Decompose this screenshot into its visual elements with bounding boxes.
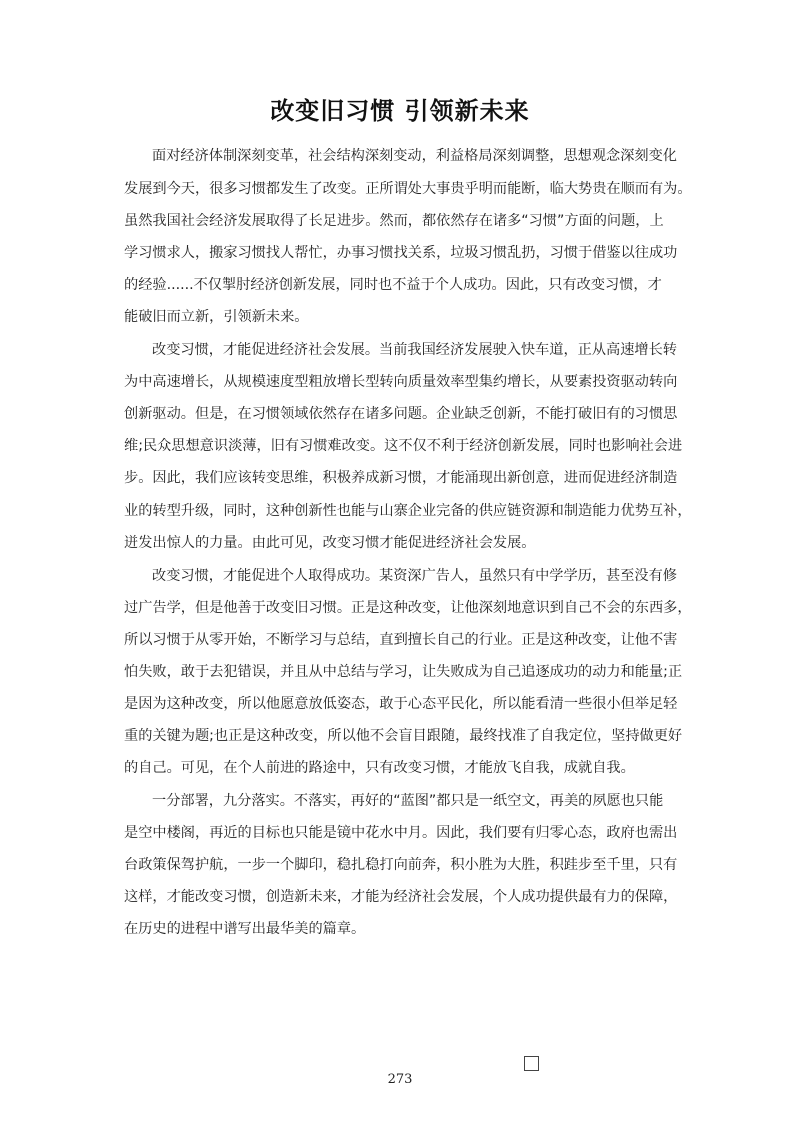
text-line: 过广告学，但是他善于改变旧习惯。正是这种改变，让他深刻地意识到自己不会的东西多，: [124, 600, 692, 616]
text-line: 在历史的进程中谱写出最华美的篇章。: [124, 921, 366, 937]
text-line: 重的关键为题;也正是这种改变，所以他不会盲目跟随，最终找准了自我定位，坚持做更好: [124, 728, 683, 744]
text-line: 改变习惯，才能促进经济社会发展。当前我国经济发展驶入快车道，正从高速增长转: [152, 342, 677, 358]
text-line: 是因为这种改变，所以他愿意放低姿态，敢于心态平民化，所以能看清一些很小但举足轻: [124, 696, 678, 712]
page-number: 273: [387, 1072, 413, 1087]
text-line: 是空中楼阁，再近的目标也只能是镜中花水中月。因此，我们要有归零心态，政府也需出: [124, 825, 678, 841]
text-line: 能破旧而立新，引领新未来。: [124, 309, 309, 325]
text-line: 台政策保驾护航，一步一个脚印，稳扎稳打向前奔，积小胜为大胜，积跬步至千里，只有: [124, 857, 678, 873]
checkbox[interactable]: [524, 1056, 539, 1071]
text-line: 面对经济体制深刻变革，社会结构深刻变动，利益格局深刻调整，思想观念深刻变化: [152, 148, 677, 164]
text-line: 这样，才能改变习惯，创造新未来，才能为经济社会发展，个人成功提供最有力的保障，: [124, 889, 678, 905]
text-line: 业的转型升级，同时，这种创新性也能与山寨企业完备的供应链资源和制造能力优势互补，: [124, 503, 692, 519]
document-title: 改变旧习惯 引领新未来: [270, 97, 530, 125]
text-line: 虽然我国社会经济发展取得了长足进步。然而，都依然存在诸多“习惯”方面的问题，上: [124, 213, 664, 229]
text-line: 发展到今天，很多习惯都发生了改变。正所谓处大事贵乎明而能断，临大势贵在顺而有为。: [124, 181, 692, 197]
text-line: 的自己。可见，在个人前进的路途中，只有改变习惯，才能放飞自我，成就自我。: [124, 760, 635, 776]
text-line: 维;民众思想意识淡薄，旧有习惯难改变。这不仅不利于经济创新发展，同时也影响社会进: [124, 438, 683, 454]
text-line: 改变习惯，才能促进个人取得成功。某资深广告人，虽然只有中学学历，甚至没有修: [152, 568, 677, 584]
text-line: 迸发出惊人的力量。由此可见，改变习惯才能促进经济社会发展。: [124, 535, 536, 551]
text-line: 所以习惯于从零开始，不断学习与总结，直到擅长自己的行业。正是这种改变，让他不害: [124, 632, 678, 648]
text-line: 为中高速增长，从规模速度型粗放增长型转向质量效率型集约增长，从要素投资驱动转向: [124, 374, 678, 390]
text-line: 一分部署，九分落实。不落实，再好的“蓝图”都只是一纸空文，再美的夙愿也只能: [152, 793, 664, 809]
text-line: 怕失败，敢于去犯错误，并且从中总结与学习，让失败成为自己追逐成功的动力和能量;正: [124, 664, 683, 680]
text-line: 学习惯求人，搬家习惯找人帮忙，办事习惯找关系，垃圾习惯乱扔，习惯于借鉴以往成功: [124, 245, 678, 261]
text-line: 的经验......不仅掣肘经济创新发展，同时也不益于个人成功。因此，只有改变习惯，才: [124, 277, 662, 293]
text-line: 步。因此，我们应该转变思维，积极养成新习惯，才能涌现出新创意，进而促进经济制造: [124, 470, 678, 486]
text-line: 创新驱动。但是，在习惯领域依然存在诸多问题。企业缺乏创新，不能打破旧有的习惯思: [124, 406, 678, 422]
